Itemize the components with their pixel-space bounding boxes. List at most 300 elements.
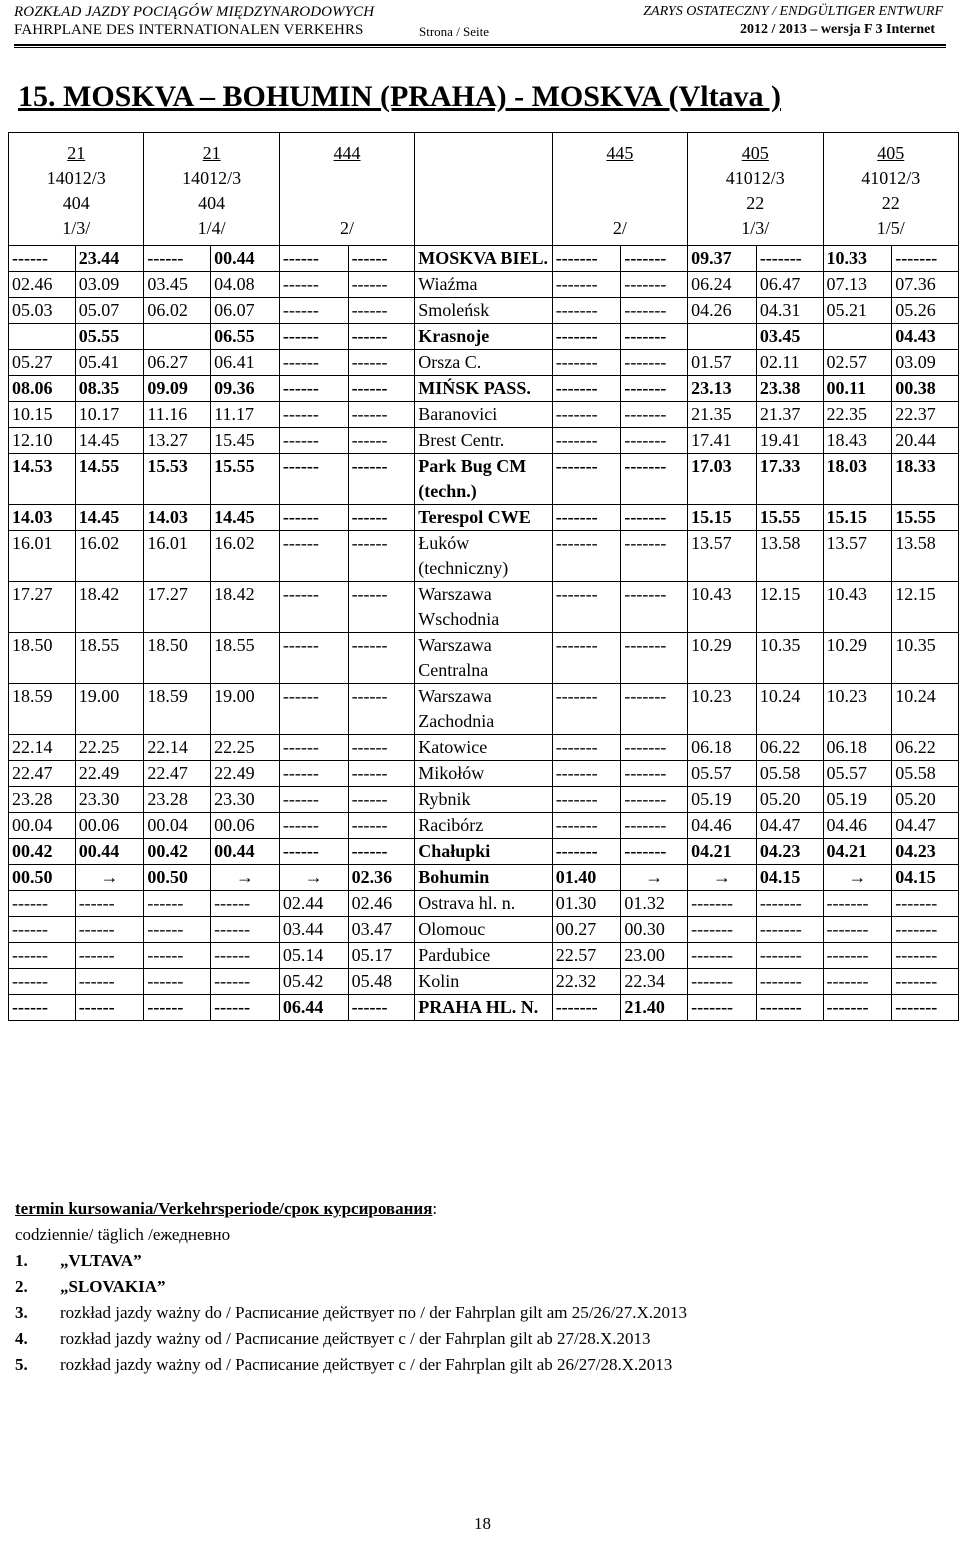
- time-cell: 23.00: [621, 943, 688, 969]
- time-cell: ------: [75, 891, 144, 917]
- time-cell: ------: [75, 917, 144, 943]
- station-name: Mikołów: [415, 761, 552, 787]
- time-cell: 15.55: [892, 505, 959, 531]
- time-cell: 04.23: [892, 839, 959, 865]
- time-cell: 16.02: [211, 531, 280, 582]
- note-item: [15, 1300, 687, 1326]
- time-cell: 06.02: [144, 298, 211, 324]
- train-number-line: 404: [62, 193, 90, 213]
- time-cell: 00.50: [144, 865, 211, 891]
- time-cell: -------: [823, 917, 892, 943]
- time-cell: 21.37: [756, 402, 823, 428]
- time-cell: -------: [552, 505, 621, 531]
- time-cell: 22.37: [892, 402, 959, 428]
- station-name: Krasnoje: [415, 324, 552, 350]
- time-cell: 09.37: [688, 246, 757, 272]
- time-cell: 05.19: [688, 787, 757, 813]
- time-cell: ------: [211, 917, 280, 943]
- time-cell: -------: [552, 633, 621, 684]
- time-cell: -------: [892, 943, 959, 969]
- time-cell: 18.50: [9, 633, 76, 684]
- time-cell: 04.15: [892, 865, 959, 891]
- train-number-line: [556, 191, 684, 216]
- time-cell: 18.59: [144, 684, 211, 735]
- time-cell: -------: [756, 891, 823, 917]
- time-cell: 00.42: [144, 839, 211, 865]
- time-cell: 04.43: [892, 324, 959, 350]
- time-cell: -------: [552, 735, 621, 761]
- header-title-pl: ROZKŁAD JAZDY POCIĄGÓW MIĘDZYNARODOWYCH: [14, 4, 375, 20]
- time-cell: →: [279, 865, 348, 891]
- note-item: [15, 1248, 687, 1274]
- note-item: [15, 1352, 687, 1378]
- train-header-left-1: [144, 133, 279, 246]
- train-number-line: 14012/3: [182, 168, 242, 188]
- time-cell: 06.07: [211, 298, 280, 324]
- time-cell: -------: [823, 969, 892, 995]
- time-cell: 03.44: [279, 917, 348, 943]
- time-cell: -------: [621, 735, 688, 761]
- time-cell: →: [688, 865, 757, 891]
- time-cell: 19.00: [75, 684, 144, 735]
- time-cell: 22.14: [144, 735, 211, 761]
- time-cell: 15.45: [211, 428, 280, 454]
- time-cell: 01.32: [621, 891, 688, 917]
- time-cell: 06.55: [211, 324, 280, 350]
- time-cell: 09.36: [211, 376, 280, 402]
- time-cell: ------: [9, 891, 76, 917]
- time-cell: ------: [348, 324, 415, 350]
- time-cell: 18.50: [144, 633, 211, 684]
- time-cell: ------: [9, 995, 76, 1021]
- time-cell: 23.28: [144, 787, 211, 813]
- time-cell: 04.23: [756, 839, 823, 865]
- time-cell: 14.03: [9, 505, 76, 531]
- time-cell: 16.01: [9, 531, 76, 582]
- time-cell: 02.57: [823, 350, 892, 376]
- notes-daily: codziennie/ täglich /ежедневно: [15, 1225, 231, 1244]
- time-cell: 06.18: [688, 735, 757, 761]
- notes-list: [15, 1248, 687, 1378]
- time-cell: 17.33: [756, 454, 823, 505]
- time-cell: ------: [279, 298, 348, 324]
- header-rule: [14, 44, 946, 46]
- time-cell: 13.58: [892, 531, 959, 582]
- time-cell: 14.53: [9, 454, 76, 505]
- time-cell: ------: [144, 995, 211, 1021]
- time-cell: 05.07: [75, 298, 144, 324]
- station-name: PRAHA HL. N.: [415, 995, 552, 1021]
- station-name: Ostrava hl. n.: [415, 891, 552, 917]
- time-cell: ------: [279, 531, 348, 582]
- time-cell: ------: [348, 531, 415, 582]
- station-header: [415, 133, 552, 246]
- time-cell: -------: [621, 787, 688, 813]
- time-cell: 03.47: [348, 917, 415, 943]
- time-cell: 04.46: [823, 813, 892, 839]
- time-cell: 15.15: [688, 505, 757, 531]
- time-cell: -------: [621, 633, 688, 684]
- train-number-line: 22: [881, 193, 900, 213]
- time-cell: ------: [144, 943, 211, 969]
- time-cell: ------: [348, 454, 415, 505]
- time-cell: -------: [552, 813, 621, 839]
- time-cell: 15.53: [144, 454, 211, 505]
- time-cell: 05.03: [9, 298, 76, 324]
- station-name: Chałupki: [415, 839, 552, 865]
- time-cell: ------: [211, 891, 280, 917]
- time-cell: 20.44: [892, 428, 959, 454]
- train-number-line: 21: [202, 143, 221, 163]
- timetable-row: [9, 505, 959, 531]
- time-cell: 11.16: [144, 402, 211, 428]
- timetable-row: [9, 454, 959, 505]
- header-row: [9, 133, 959, 246]
- time-cell: ------: [144, 891, 211, 917]
- time-cell: ------: [348, 376, 415, 402]
- time-cell: ------: [211, 969, 280, 995]
- time-cell: 04.47: [756, 813, 823, 839]
- train-number-line: 405: [877, 143, 905, 163]
- time-cell: →: [823, 865, 892, 891]
- time-cell: 18.55: [75, 633, 144, 684]
- time-cell: 04.26: [688, 298, 757, 324]
- page-number: 18: [474, 1514, 491, 1533]
- time-cell: ------: [9, 246, 76, 272]
- time-cell: 21.35: [688, 402, 757, 428]
- train-number-line: 445: [606, 143, 634, 163]
- time-cell: 04.21: [823, 839, 892, 865]
- time-cell: -------: [621, 246, 688, 272]
- time-cell: -------: [621, 402, 688, 428]
- timetable-row: [9, 376, 959, 402]
- time-cell: 04.31: [756, 298, 823, 324]
- notes-title: termin kursowania/Verkehrsperiode/срок курсирования: [15, 1199, 433, 1218]
- time-cell: -------: [756, 246, 823, 272]
- time-cell: 04.21: [688, 839, 757, 865]
- time-cell: 05.42: [279, 969, 348, 995]
- time-cell: 05.58: [892, 761, 959, 787]
- time-cell: 04.08: [211, 272, 280, 298]
- time-cell: 23.30: [75, 787, 144, 813]
- time-cell: 00.44: [211, 246, 280, 272]
- time-cell: -------: [552, 454, 621, 505]
- train-number-line: [556, 166, 684, 191]
- train-number-line: 2/: [340, 218, 355, 238]
- page-header: [0, 0, 960, 44]
- time-cell: 14.45: [75, 428, 144, 454]
- time-cell: 22.25: [75, 735, 144, 761]
- time-cell: 22.35: [823, 402, 892, 428]
- time-cell: ------: [279, 454, 348, 505]
- station-name: Pardubice: [415, 943, 552, 969]
- time-cell: 06.18: [823, 735, 892, 761]
- time-cell: -------: [892, 246, 959, 272]
- time-cell: 16.02: [75, 531, 144, 582]
- time-cell: 22.32: [552, 969, 621, 995]
- train-number-line: 14012/3: [46, 168, 106, 188]
- station-name: Bohumin: [415, 865, 552, 891]
- time-cell: 05.55: [75, 324, 144, 350]
- time-cell: 22.47: [144, 761, 211, 787]
- time-cell: -------: [823, 943, 892, 969]
- time-cell: ------: [348, 402, 415, 428]
- timetable-row: [9, 917, 959, 943]
- timetable-row: [9, 324, 959, 350]
- time-cell: -------: [756, 995, 823, 1021]
- time-cell: 22.25: [211, 735, 280, 761]
- time-cell: 06.44: [279, 995, 348, 1021]
- time-cell: -------: [621, 684, 688, 735]
- time-cell: 22.34: [621, 969, 688, 995]
- time-cell: -------: [823, 995, 892, 1021]
- time-cell: ------: [348, 787, 415, 813]
- time-cell: ------: [279, 428, 348, 454]
- timetable-row: [9, 891, 959, 917]
- note-text: rozkład jazdy ważny do / Расписание действует по / der Fahrplan gilt am 25/26/27.X.2013: [60, 1303, 687, 1322]
- time-cell: ------: [279, 582, 348, 633]
- time-cell: -------: [621, 839, 688, 865]
- station-name: Rybnik: [415, 787, 552, 813]
- time-cell: ------: [279, 761, 348, 787]
- time-cell: 10.43: [823, 582, 892, 633]
- time-cell: -------: [621, 761, 688, 787]
- time-cell: ------: [279, 505, 348, 531]
- time-cell: 05.20: [756, 787, 823, 813]
- train-number-line: 41012/3: [861, 168, 921, 188]
- time-cell: →: [75, 865, 144, 891]
- time-cell: -------: [823, 891, 892, 917]
- time-cell: -------: [892, 995, 959, 1021]
- train-number-line: 2/: [612, 218, 627, 238]
- time-cell: ------: [211, 943, 280, 969]
- time-cell: 05.48: [348, 969, 415, 995]
- time-cell: 17.41: [688, 428, 757, 454]
- time-cell: 02.36: [348, 865, 415, 891]
- train-header-right-3: [552, 133, 687, 246]
- timetable-row: [9, 350, 959, 376]
- time-cell: 18.43: [823, 428, 892, 454]
- time-cell: 18.59: [9, 684, 76, 735]
- time-cell: 10.29: [823, 633, 892, 684]
- time-cell: [823, 324, 892, 350]
- time-cell: -------: [688, 995, 757, 1021]
- time-cell: ------: [279, 633, 348, 684]
- time-cell: 05.21: [823, 298, 892, 324]
- timetable-row: [9, 531, 959, 582]
- time-cell: -------: [552, 298, 621, 324]
- note-number: 1.: [15, 1251, 28, 1270]
- time-cell: 10.15: [9, 402, 76, 428]
- time-cell: ------: [348, 350, 415, 376]
- time-cell: 23.38: [756, 376, 823, 402]
- time-cell: 00.38: [892, 376, 959, 402]
- time-cell: -------: [621, 298, 688, 324]
- station-name: Wiaźma: [415, 272, 552, 298]
- time-cell: 03.45: [756, 324, 823, 350]
- time-cell: ------: [348, 995, 415, 1021]
- time-cell: -------: [892, 969, 959, 995]
- note-text: rozkład jazdy ważny od / Расписание действует с / der Fahrplan gilt ab 26/27/28.X.2013: [60, 1355, 673, 1374]
- time-cell: -------: [552, 582, 621, 633]
- time-cell: ------: [279, 272, 348, 298]
- time-cell: 09.09: [144, 376, 211, 402]
- time-cell: 18.33: [892, 454, 959, 505]
- station-name: MOSKVA BIEL.: [415, 246, 552, 272]
- time-cell: ------: [75, 943, 144, 969]
- time-cell: 14.45: [75, 505, 144, 531]
- station-name: Park Bug CM (techn.): [415, 454, 552, 505]
- time-cell: ------: [279, 684, 348, 735]
- time-cell: 14.45: [211, 505, 280, 531]
- time-cell: -------: [552, 787, 621, 813]
- time-cell: 15.55: [211, 454, 280, 505]
- time-cell: -------: [621, 531, 688, 582]
- timetable-row: [9, 272, 959, 298]
- note-item: [15, 1274, 687, 1300]
- station-name: Smoleńsk: [415, 298, 552, 324]
- time-cell: ------: [144, 246, 211, 272]
- time-cell: 02.46: [348, 891, 415, 917]
- time-cell: 05.26: [892, 298, 959, 324]
- time-cell: ------: [279, 813, 348, 839]
- station-name: Warszawa Zachodnia: [415, 684, 552, 735]
- time-cell: 00.04: [144, 813, 211, 839]
- time-cell: 07.36: [892, 272, 959, 298]
- time-cell: -------: [688, 943, 757, 969]
- page-title: 15. MOSKVA – BOHUMIN (PRAHA) - MOSKVA (Vltava ): [18, 80, 782, 113]
- time-cell: ------: [348, 428, 415, 454]
- time-cell: ------: [279, 350, 348, 376]
- time-cell: ------: [348, 298, 415, 324]
- time-cell: 00.44: [211, 839, 280, 865]
- time-cell: ------: [144, 969, 211, 995]
- time-cell: -------: [621, 582, 688, 633]
- time-cell: 18.42: [211, 582, 280, 633]
- time-cell: ------: [348, 582, 415, 633]
- time-cell: ------: [348, 246, 415, 272]
- time-cell: ------: [75, 995, 144, 1021]
- time-cell: -------: [756, 917, 823, 943]
- time-cell: 23.44: [75, 246, 144, 272]
- time-cell: ------: [279, 787, 348, 813]
- time-cell: [688, 324, 757, 350]
- time-cell: -------: [552, 376, 621, 402]
- time-cell: 05.58: [756, 761, 823, 787]
- time-cell: -------: [756, 969, 823, 995]
- time-cell: -------: [688, 969, 757, 995]
- time-cell: 06.24: [688, 272, 757, 298]
- time-cell: 17.03: [688, 454, 757, 505]
- note-number: 3.: [15, 1303, 28, 1322]
- time-cell: ------: [279, 735, 348, 761]
- time-cell: 00.11: [823, 376, 892, 402]
- time-cell: [144, 324, 211, 350]
- time-cell: 06.47: [756, 272, 823, 298]
- station-name: Warszawa Centralna: [415, 633, 552, 684]
- train-number-line: 21: [67, 143, 86, 163]
- time-cell: -------: [688, 891, 757, 917]
- time-cell: 19.00: [211, 684, 280, 735]
- timetable-row: [9, 761, 959, 787]
- time-cell: 10.43: [688, 582, 757, 633]
- time-cell: 05.41: [75, 350, 144, 376]
- header-version: 2012 / 2013 – wersja F 3 Internet: [739, 22, 935, 37]
- time-cell: 10.17: [75, 402, 144, 428]
- time-cell: 14.03: [144, 505, 211, 531]
- time-cell: ------: [211, 995, 280, 1021]
- timetable-row: [9, 298, 959, 324]
- station-name: Racibórz: [415, 813, 552, 839]
- time-cell: 14.55: [75, 454, 144, 505]
- time-cell: 00.04: [9, 813, 76, 839]
- train-number-line: 1/4/: [197, 218, 226, 238]
- train-header-right-5: [823, 133, 958, 246]
- time-cell: 23.28: [9, 787, 76, 813]
- timetable-row: [9, 943, 959, 969]
- time-cell: -------: [621, 272, 688, 298]
- train-number-line: [283, 191, 411, 216]
- time-cell: -------: [688, 917, 757, 943]
- time-cell: 15.15: [823, 505, 892, 531]
- time-cell: 17.27: [144, 582, 211, 633]
- time-cell: 00.06: [211, 813, 280, 839]
- time-cell: 06.22: [756, 735, 823, 761]
- time-cell: 10.29: [688, 633, 757, 684]
- time-cell: ------: [348, 813, 415, 839]
- train-number-line: 444: [333, 143, 361, 163]
- time-cell: 22.14: [9, 735, 76, 761]
- time-cell: 00.06: [75, 813, 144, 839]
- time-cell: -------: [552, 761, 621, 787]
- time-cell: ------: [279, 324, 348, 350]
- time-cell: -------: [892, 891, 959, 917]
- time-cell: 05.20: [892, 787, 959, 813]
- time-cell: -------: [552, 402, 621, 428]
- time-cell: -------: [621, 324, 688, 350]
- time-cell: 03.45: [144, 272, 211, 298]
- time-cell: ------: [75, 969, 144, 995]
- time-cell: ------: [348, 761, 415, 787]
- time-cell: -------: [552, 995, 621, 1021]
- time-cell: ------: [279, 376, 348, 402]
- train-number-line: 1/3/: [62, 218, 91, 238]
- time-cell: ------: [279, 839, 348, 865]
- time-cell: -------: [552, 428, 621, 454]
- time-cell: 12.10: [9, 428, 76, 454]
- timetable-row: [9, 969, 959, 995]
- train-header-left-0: [9, 133, 144, 246]
- time-cell: -------: [552, 324, 621, 350]
- time-cell: →: [621, 865, 688, 891]
- time-cell: [9, 324, 76, 350]
- time-cell: 13.27: [144, 428, 211, 454]
- station-name: Orsza C.: [415, 350, 552, 376]
- time-cell: 18.55: [211, 633, 280, 684]
- time-cell: 05.57: [823, 761, 892, 787]
- time-cell: ------: [279, 402, 348, 428]
- time-cell: -------: [552, 350, 621, 376]
- station-name: Olomouc: [415, 917, 552, 943]
- time-cell: 13.58: [756, 531, 823, 582]
- note-number: 5.: [15, 1355, 28, 1374]
- time-cell: 10.23: [823, 684, 892, 735]
- time-cell: 23.13: [688, 376, 757, 402]
- time-cell: -------: [756, 943, 823, 969]
- time-cell: 18.03: [823, 454, 892, 505]
- time-cell: 02.11: [756, 350, 823, 376]
- train-number-line: 1/5/: [876, 218, 905, 238]
